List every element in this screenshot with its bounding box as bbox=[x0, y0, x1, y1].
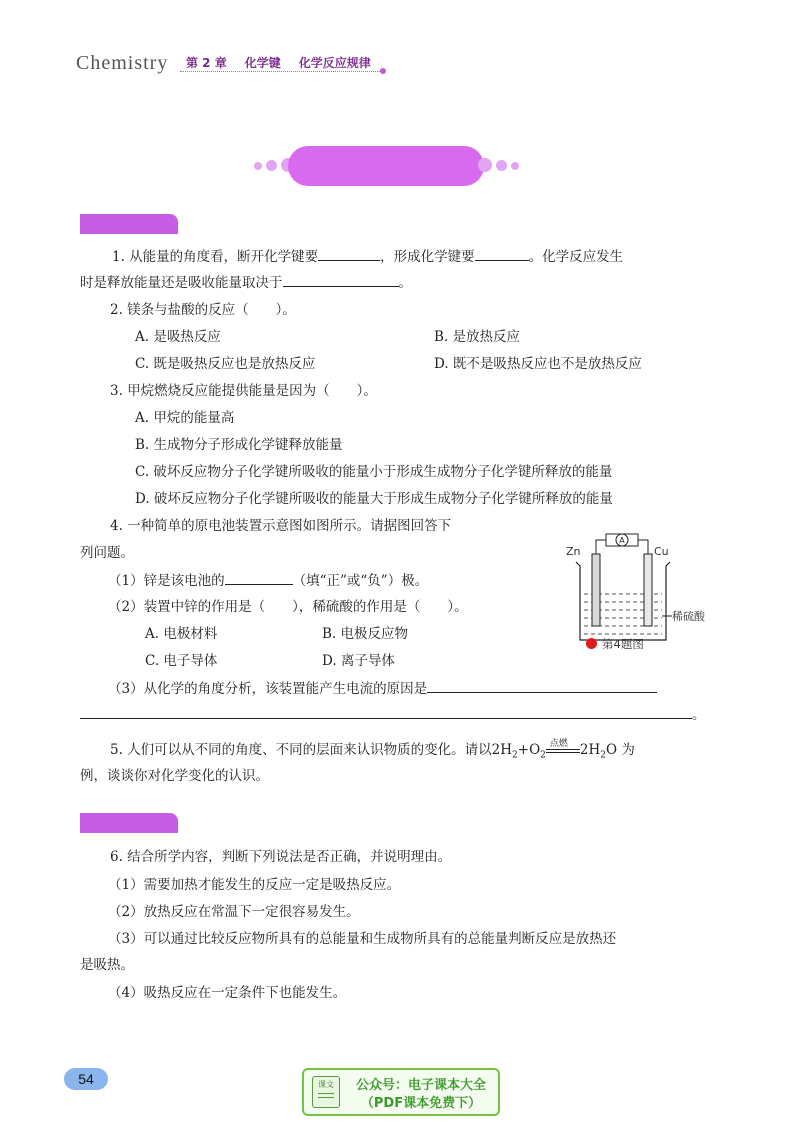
q5-line1: 5. 人们可以从不同的角度、不同的层面来认识物质的变化。请以$2H_2+O_2$ 点燃 $2H_2O$ 为 bbox=[110, 738, 635, 761]
q2-option-c: C. 既是吸热反应也是放热反应 bbox=[135, 356, 316, 372]
header-underline bbox=[180, 71, 380, 72]
answer-blank[interactable] bbox=[80, 704, 692, 719]
q5-line2: 例，谈谈你对化学变化的认识。 bbox=[80, 768, 269, 784]
q4-option-d: D. 离子导体 bbox=[322, 653, 395, 669]
page-number: 54 bbox=[64, 1068, 108, 1090]
q4-option-b: B. 电极反应物 bbox=[322, 626, 409, 642]
q3-option-d: D. 破坏反应物分子化学键所吸收的能量大于形成生成物分子化学键所释放的能量 bbox=[135, 491, 613, 507]
beaker bbox=[576, 562, 670, 640]
banner-dot bbox=[496, 160, 507, 171]
watermark-line1: 公众号：电子课本大全 bbox=[355, 1078, 486, 1093]
answer-blank[interactable] bbox=[225, 570, 293, 585]
q4-sub1: （1）锌是该电池的 （填“正”或“负”）极。 bbox=[108, 570, 740, 591]
q2-option-b: B. 是放热反应 bbox=[434, 329, 521, 345]
caption-bullet-icon bbox=[586, 638, 597, 649]
zinc-electrode bbox=[592, 554, 600, 626]
section-tab bbox=[80, 214, 178, 234]
q4-sub2: （2）装置中锌的作用是（ ），稀硫酸的作用是（ ）。 bbox=[108, 599, 468, 615]
reaction-arrow: 点燃 bbox=[546, 745, 580, 757]
cu-label: Cu bbox=[654, 545, 669, 558]
banner-dot bbox=[478, 158, 492, 172]
chapter-number: 第 2 章 bbox=[186, 56, 227, 70]
q4-sub3: （3）从化学的角度分析，该装置能产生电流的原因是 bbox=[108, 678, 714, 699]
watermark-badge bbox=[302, 1068, 500, 1116]
q6-sub3-line1: （3）可以通过比较反应物所具有的总能量和生成物所具有的总能量判断反应是放热还 bbox=[108, 931, 617, 947]
chapter-title-2: 化学反应规律 bbox=[298, 56, 371, 70]
header-subject-title: Chemistry bbox=[76, 52, 169, 74]
q6-sub1: （1）需要加热才能发生的反应一定是吸热反应。 bbox=[108, 877, 401, 893]
q3-option-c: C. 破坏反应物分子化学键所吸收的能量小于形成生成物分子化学键所释放的能量 bbox=[135, 464, 613, 480]
q4-option-a: A. 电极材料 bbox=[145, 626, 218, 642]
q2-option-a: A. 是吸热反应 bbox=[135, 329, 221, 345]
q1-line2: 时是释放能量还是吸收能量取决于 。 bbox=[80, 272, 712, 293]
copper-electrode bbox=[644, 554, 652, 626]
q6-sub3-line2: 是吸热。 bbox=[80, 957, 134, 973]
answer-blank[interactable] bbox=[427, 678, 657, 693]
section-tab bbox=[80, 813, 178, 833]
figure-caption: 第4题图 bbox=[586, 636, 644, 652]
watermark-line2: （PDF课本免费下） bbox=[360, 1096, 482, 1111]
q3-option-a: A. 甲烷的能量高 bbox=[135, 410, 235, 426]
q6-sub4: （4）吸热反应在一定条件下也能发生。 bbox=[108, 985, 347, 1001]
q4-option-c: C. 电子导体 bbox=[145, 653, 218, 669]
q1-line1: 1. 从能量的角度看，断开化学键要 ，形成化学键要 。化学反应发生 bbox=[80, 246, 712, 267]
q6-sub2: （2）放热反应在常温下一定很容易发生。 bbox=[108, 904, 360, 920]
q3-stem: 3. 甲烷燃烧反应能提供能量是因为（ ）。 bbox=[110, 383, 377, 399]
answer-blank[interactable] bbox=[475, 246, 529, 261]
q6-stem: 6. 结合所学内容，判断下列说法是否正确，并说明理由。 bbox=[110, 849, 452, 865]
q4-stem-line1: 4. 一种简单的原电池装置示意图如图所示。请据图回答下 bbox=[110, 518, 452, 534]
answer-blank[interactable] bbox=[283, 272, 399, 287]
q4-sub3-continued: 。 bbox=[80, 704, 712, 725]
header-chapter bbox=[186, 54, 389, 71]
solution-label: 稀硫酸 bbox=[672, 610, 705, 623]
answer-blank[interactable] bbox=[318, 246, 380, 261]
section-banner bbox=[288, 146, 484, 186]
book-icon: 课文 bbox=[312, 1076, 340, 1108]
banner-dot bbox=[511, 162, 519, 170]
zn-label: Zn bbox=[566, 545, 581, 558]
q3-option-b: B. 生成物分子形成化学键释放能量 bbox=[135, 437, 343, 453]
header-dot bbox=[380, 68, 386, 74]
chapter-title-1: 化学键 bbox=[244, 56, 281, 70]
ammeter-label: A bbox=[619, 536, 625, 545]
q2-option-d: D. 既不是吸热反应也不是放热反应 bbox=[434, 356, 642, 372]
q2-stem: 2. 镁条与盐酸的反应（ ）。 bbox=[110, 302, 296, 318]
q4-stem-line2: 列问题。 bbox=[80, 545, 134, 561]
banner-dot bbox=[266, 160, 277, 171]
banner-dot bbox=[254, 162, 262, 170]
